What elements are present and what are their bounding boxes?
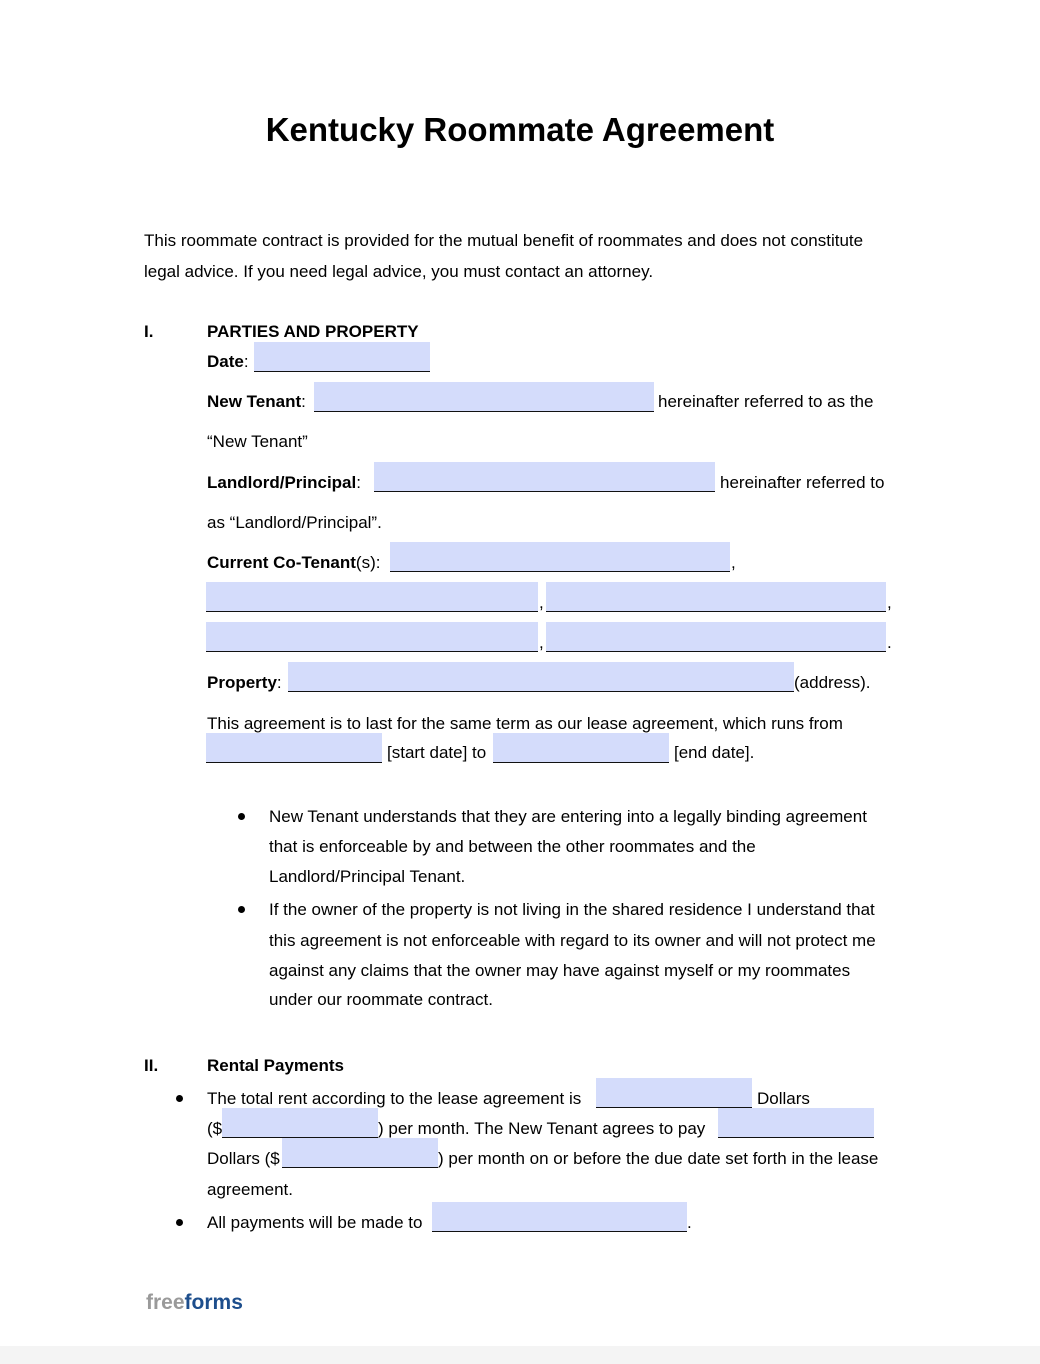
cotenant-field-3[interactable] (546, 582, 886, 612)
dollars-paren: Dollars ($ (207, 1149, 280, 1168)
landlord-suffix: hereinafter referred to (720, 473, 885, 492)
payments-suffix: . (687, 1213, 692, 1232)
bullet-2-line-4: under our roommate contract. (269, 990, 493, 1009)
tenant-rent-amount-field[interactable] (282, 1138, 438, 1168)
section-2-heading: Rental Payments (207, 1056, 344, 1075)
tenant-rent-words-field[interactable] (718, 1108, 874, 1138)
new-tenant-field[interactable] (314, 382, 654, 412)
property-label: Property (207, 673, 277, 692)
cotenant-suffix: (s): (355, 553, 381, 572)
bullet-1-line-2: that is enforceable by and between the other roommates and the (269, 837, 756, 856)
cotenant-label: Current Co-Tenant (207, 553, 356, 572)
new-tenant-alias: “New Tenant” (207, 432, 308, 451)
cotenant-label-row (207, 553, 380, 573)
cotenant-field-4[interactable] (206, 622, 538, 652)
bullet-1-line-3: Landlord/Principal Tenant. (269, 867, 466, 886)
cotenant-comma-2: , (539, 593, 544, 612)
landlord-alias: as “Landlord/Principal”. (207, 513, 382, 532)
cotenant-field-5[interactable] (546, 622, 886, 652)
logo-part-free: free (146, 1291, 185, 1314)
paren-dollar-1: ($ (207, 1119, 223, 1138)
new-tenant-label: New Tenant (207, 392, 302, 411)
landlord-label-row (207, 473, 361, 493)
term-text-line-1: This agreement is to last for the same term as our lease agreement, which runs from (207, 714, 843, 733)
freeforms-logo[interactable] (146, 1290, 243, 1316)
cotenant-field-1[interactable] (390, 542, 730, 572)
total-rent-words-field[interactable] (596, 1078, 752, 1108)
property-field[interactable] (288, 662, 794, 692)
cotenant-field-2[interactable] (206, 582, 538, 612)
payments-prefix: All payments will be made to (207, 1213, 423, 1232)
intro-text-line-2: legal advice. If you need legal advice, you must contact an attorney. (144, 262, 654, 281)
landlord-field[interactable] (374, 462, 715, 492)
per-month-due: ) per month on or before the due date set forth in the lease (438, 1149, 879, 1168)
landlord-colon: : (356, 473, 361, 492)
property-suffix: (address). (794, 673, 871, 692)
bullet-2-line-1: If the owner of the property is not living in the shared residence I understand that (269, 900, 875, 919)
document-title: Kentucky Roommate Agreement (265, 111, 775, 148)
property-colon: : (276, 673, 282, 692)
agreement-word: agreement. (207, 1180, 293, 1199)
cotenant-comma-4: , (539, 633, 544, 652)
logo-part-forms: forms (184, 1291, 243, 1314)
new-tenant-suffix: hereinafter referred to as the (658, 392, 874, 411)
cotenant-comma-1: , (731, 553, 736, 572)
rent-dollars-word: Dollars (757, 1089, 810, 1108)
start-date-field[interactable] (206, 733, 382, 763)
property-label-row (207, 673, 282, 693)
date-label: Date (207, 352, 244, 371)
bullet-icon (176, 1219, 183, 1226)
end-date-label: [end date]. (674, 743, 755, 762)
section-1-heading: PARTIES AND PROPERTY (207, 322, 419, 341)
date-field[interactable] (254, 342, 430, 372)
bullet-icon (176, 1095, 183, 1102)
bullet-2-line-3: against any claims that the owner may have against myself or my roommates (269, 961, 851, 980)
bullet-icon (238, 813, 245, 820)
landlord-label: Landlord/Principal (207, 473, 357, 492)
start-date-label: [start date] to (387, 743, 487, 762)
cotenant-period: . (887, 633, 892, 652)
new-tenant-colon: : (301, 392, 306, 411)
date-label-row (207, 352, 249, 372)
payments-recipient-field[interactable] (432, 1202, 687, 1232)
bullet-icon (238, 906, 245, 913)
bullet-1-line-1: New Tenant understands that they are entering into a legally binding agreement (269, 807, 867, 826)
cotenant-comma-3: , (887, 593, 892, 612)
section-1-number: I. (144, 322, 154, 341)
end-date-field[interactable] (493, 733, 669, 763)
total-rent-amount-field[interactable] (222, 1108, 378, 1138)
footer-band (0, 1346, 1040, 1364)
section-2-number: II. (144, 1056, 159, 1075)
new-tenant-label-row (207, 392, 306, 412)
bullet-2-line-2: this agreement is not enforceable with regard to its owner and will not protect me (269, 931, 876, 950)
intro-text-line-1: This roommate contract is provided for the mutual benefit of roommates and does not constitute (144, 231, 864, 250)
rent-prefix: The total rent according to the lease agreement is (207, 1089, 582, 1108)
per-month-agree: ) per month. The New Tenant agrees to pay (378, 1119, 706, 1138)
date-colon: : (243, 352, 249, 371)
